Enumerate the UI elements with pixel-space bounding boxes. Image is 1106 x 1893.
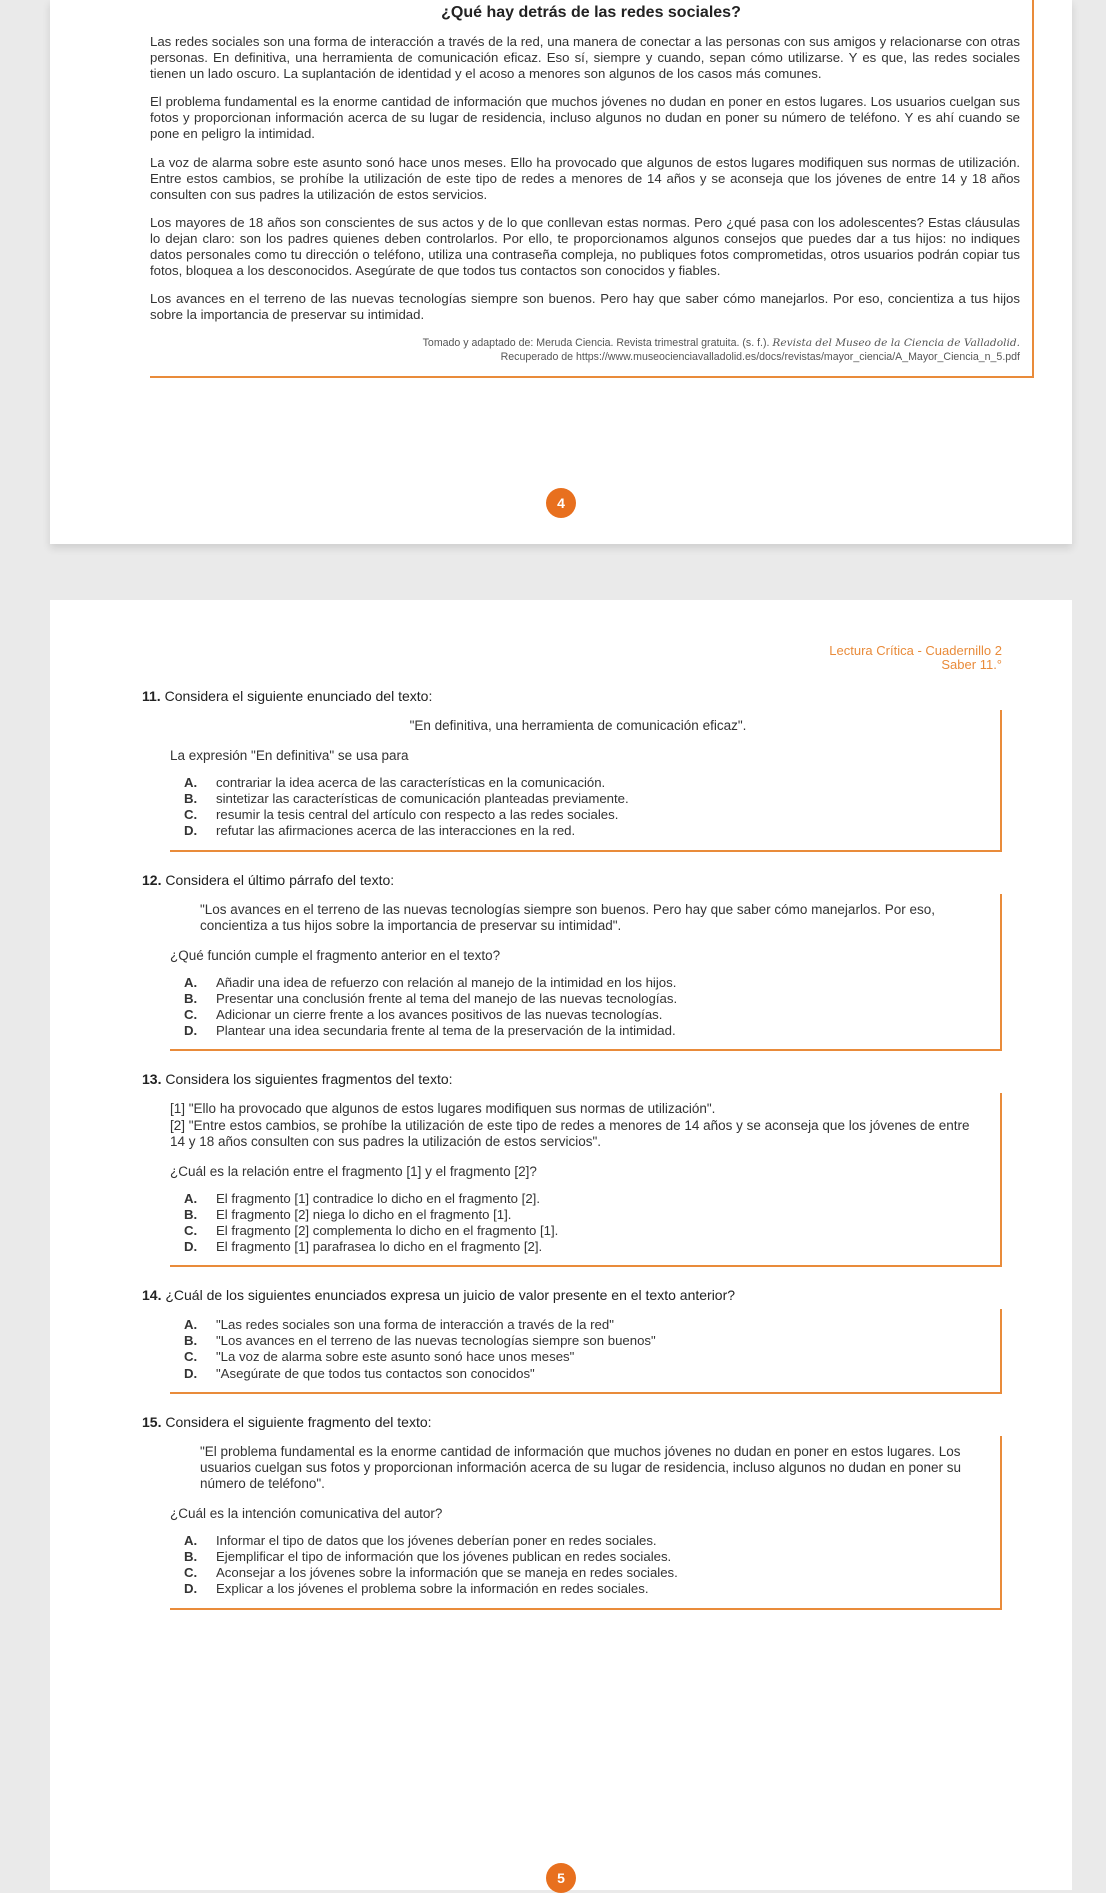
- option-a[interactable]: A. "Las redes sociales son una forma de interacción a través de la red": [184, 1317, 614, 1333]
- question-stem: ¿Cuál de los siguientes enunciados expresa un juicio de valor presente en el texto anterior?: [165, 1287, 736, 1304]
- page-5: [50, 600, 1072, 1890]
- header-subtitle: Saber 11.°: [941, 657, 1002, 673]
- question-number: 13.: [142, 1071, 162, 1088]
- question-13: [142, 1071, 1002, 1267]
- question-number: 15.: [142, 1413, 162, 1430]
- option-b[interactable]: B. sintetizar las características de comunicación planteadas previamente.: [184, 791, 629, 807]
- option-c[interactable]: C. Adicionar un cierre frente a los avances positivos de las nuevas tecnologías.: [184, 1007, 663, 1023]
- question-quote-1: [1] "Ello ha provocado que algunos de estos lugares modifiquen sus normas de utilización".: [170, 1101, 716, 1117]
- question-14: [142, 1287, 1002, 1393]
- option-d[interactable]: D. Plantear una idea secundaria frente al tema de la preservación de la intimidad.: [184, 1023, 676, 1039]
- question-15: [142, 1414, 1002, 1610]
- option-b[interactable]: B. "Los avances en el terreno de las nuevas tecnologías siempre son buenos": [184, 1333, 656, 1349]
- question-quote: "Los avances en el terreno de las nuevas tecnologías siempre son buenos. Pero hay que saber cómo manejarlos. Por eso, concientiza a tus hijos sobre la importancia de preservar su intimidad".: [200, 901, 935, 933]
- option-d[interactable]: D. Explicar a los jóvenes el problema sobre la información en redes sociales.: [184, 1581, 649, 1597]
- question-prompt: ¿Cuál es la intención comunicativa del autor?: [170, 1506, 443, 1522]
- question-12: [142, 872, 1002, 1052]
- page-number: 4: [546, 488, 576, 518]
- question-stem: Considera los siguientes fragmentos del texto:: [165, 1071, 453, 1088]
- question-number: 14.: [142, 1287, 162, 1304]
- article-paragraph: Los mayores de 18 años son conscientes de sus actos y de lo que conllevan estas normas. Pero ¿qué pasa con los adolescentes? Estas cláusulas lo dejan claro: son los padres quienes deben controlarlos. Por ello, te proporcionamos algunos consejos que puedes dar a tus hijos: no indiques datos personales como tu dirección o teléfono, utiliza una contraseña compleja, no publiques fotos comprometidas, otros usuarios podrán copiar tus fotos, bloquea a los desconocidos. Asegúrate de que todos tus contactos son conocidos y fiables.: [150, 214, 1020, 279]
- source-journal: Revista del Museo de la Ciencia de Valladolid.: [772, 337, 1020, 350]
- option-b[interactable]: B. Presentar una conclusión frente al tema del manejo de las nuevas tecnologías.: [184, 991, 678, 1007]
- option-c[interactable]: C. Aconsejar a los jóvenes sobre la información que se maneja en redes sociales.: [184, 1565, 678, 1581]
- question-prompt: ¿Cuál es la relación entre el fragmento [1] y el fragmento [2]?: [170, 1163, 537, 1179]
- option-a[interactable]: A. El fragmento [1] contradice lo dicho en el fragmento [2].: [184, 1190, 541, 1206]
- option-a[interactable]: A. contrariar la idea acerca de las características en la comunicación.: [184, 775, 606, 791]
- question-11: [142, 688, 1002, 852]
- article-title: ¿Qué hay detrás de las redes sociales?: [441, 4, 741, 21]
- article-paragraph: Las redes sociales son una forma de interacción a través de la red, una manera de conectar a las personas con sus amigos y relacionarse con otras personas. En definitiva, una herramienta de comunicación eficaz. Eso sí, siempre y cuando, sepan cómo utilizarse. Y es que, las redes sociales tienen un lado oscuro. La suplantación de identidad y el acoso a menores son algunos de los casos más comunes.: [150, 34, 1020, 82]
- questions-list: [142, 688, 1002, 1630]
- option-a[interactable]: A. Informar el tipo de datos que los jóvenes deberían poner en redes sociales.: [184, 1533, 657, 1549]
- article-paragraph: El problema fundamental es la enorme cantidad de información que muchos jóvenes no dudan en poner en estos lugares. Los usuarios cuelgan sus fotos y proporcionan información acerca de su lugar de residencia, incluso algunos no dudan en poner su número de teléfono. Y es ahí cuando se pone en peligro la intimidad.: [150, 94, 1020, 142]
- option-b[interactable]: B. El fragmento [2] niega lo dicho en el fragmento [1].: [184, 1206, 512, 1222]
- option-a[interactable]: A. Añadir una idea de refuerzo con relación al manejo de la intimidad en los hijos.: [184, 974, 677, 990]
- question-quote: "En definitiva, una herramienta de comunicación eficaz".: [409, 718, 747, 733]
- option-c[interactable]: C. "La voz de alarma sobre este asunto sonó hace unos meses": [184, 1349, 575, 1365]
- question-number: 12.: [142, 871, 162, 888]
- article: [150, 0, 1034, 378]
- question-quote: "El problema fundamental es la enorme cantidad de información que muchos jóvenes no dudan en poner en estos lugares. Los usuarios cuelgan sus fotos y proporcionan información acerca de su lugar de residencia, incluso algunos no dudan en poner su número de teléfono".: [200, 1443, 961, 1491]
- header-title: Lectura Crítica - Cuadernillo 2: [829, 643, 1002, 658]
- question-number: 11.: [142, 688, 161, 704]
- article-paragraph: La voz de alarma sobre este asunto sonó hace unos meses. Ello ha provocado que algunos de estos lugares modifiquen sus normas de utilización. Entre estos cambios, se prohíbe la utilización de este tipo de redes a menores de 14 años y se aconseja que los jóvenes de entre 14 y 18 años consulten con sus padres la utilización de estos servicios.: [150, 154, 1020, 202]
- option-d[interactable]: D. El fragmento [1] parafrasea lo dicho en el fragmento [2].: [184, 1239, 543, 1255]
- question-quote-2: [2] "Entre estos cambios, se prohíbe la utilización de este tipo de redes a menores de 14 años y se aconseja que los jóvenes de entre 14 y 18 años consulten con sus padres la utilización de estos servicios".: [170, 1117, 970, 1149]
- page-number: 5: [546, 1863, 576, 1893]
- article-paragraph: Los avances en el terreno de las nuevas tecnologías siempre son buenos. Pero hay que saber cómo manejarlos. Por eso, concientiza a tus hijos sobre la importancia de preservar su intimidad.: [150, 291, 1020, 323]
- question-stem: Considera el último párrafo del texto:: [165, 871, 395, 888]
- article-source: [150, 337, 1020, 363]
- option-c[interactable]: C. resumir la tesis central del artículo con respecto a las redes sociales.: [184, 807, 619, 823]
- option-d[interactable]: D. "Asegúrate de que todos tus contactos son conocidos": [184, 1365, 535, 1381]
- source-url: Recuperado de https://www.museocienciavalladolid.es/docs/revistas/mayor_ciencia/A_Mayor_Ciencia_n_5.pdf: [500, 350, 1020, 363]
- question-stem: Considera el siguiente enunciado del texto:: [164, 688, 433, 704]
- source-prefix: Tomado y adaptado de: Meruda Ciencia. Revista trimestral gratuita. (s. f.).: [422, 337, 770, 350]
- option-d[interactable]: D. refutar las afirmaciones acerca de las interacciones en la red.: [184, 823, 576, 839]
- option-c[interactable]: C. El fragmento [2] complementa lo dicho en el fragmento [1].: [184, 1223, 559, 1239]
- question-stem: Considera el siguiente fragmento del texto:: [165, 1413, 432, 1430]
- page-header: [829, 644, 1002, 673]
- question-prompt: La expresión "En definitiva" se usa para: [170, 748, 409, 764]
- question-prompt: ¿Qué función cumple el fragmento anterior en el texto?: [170, 947, 501, 963]
- article-divider: [150, 376, 1032, 378]
- page-4: [50, 0, 1072, 544]
- option-b[interactable]: B. Ejemplificar el tipo de información que los jóvenes publican en redes sociales.: [184, 1549, 672, 1565]
